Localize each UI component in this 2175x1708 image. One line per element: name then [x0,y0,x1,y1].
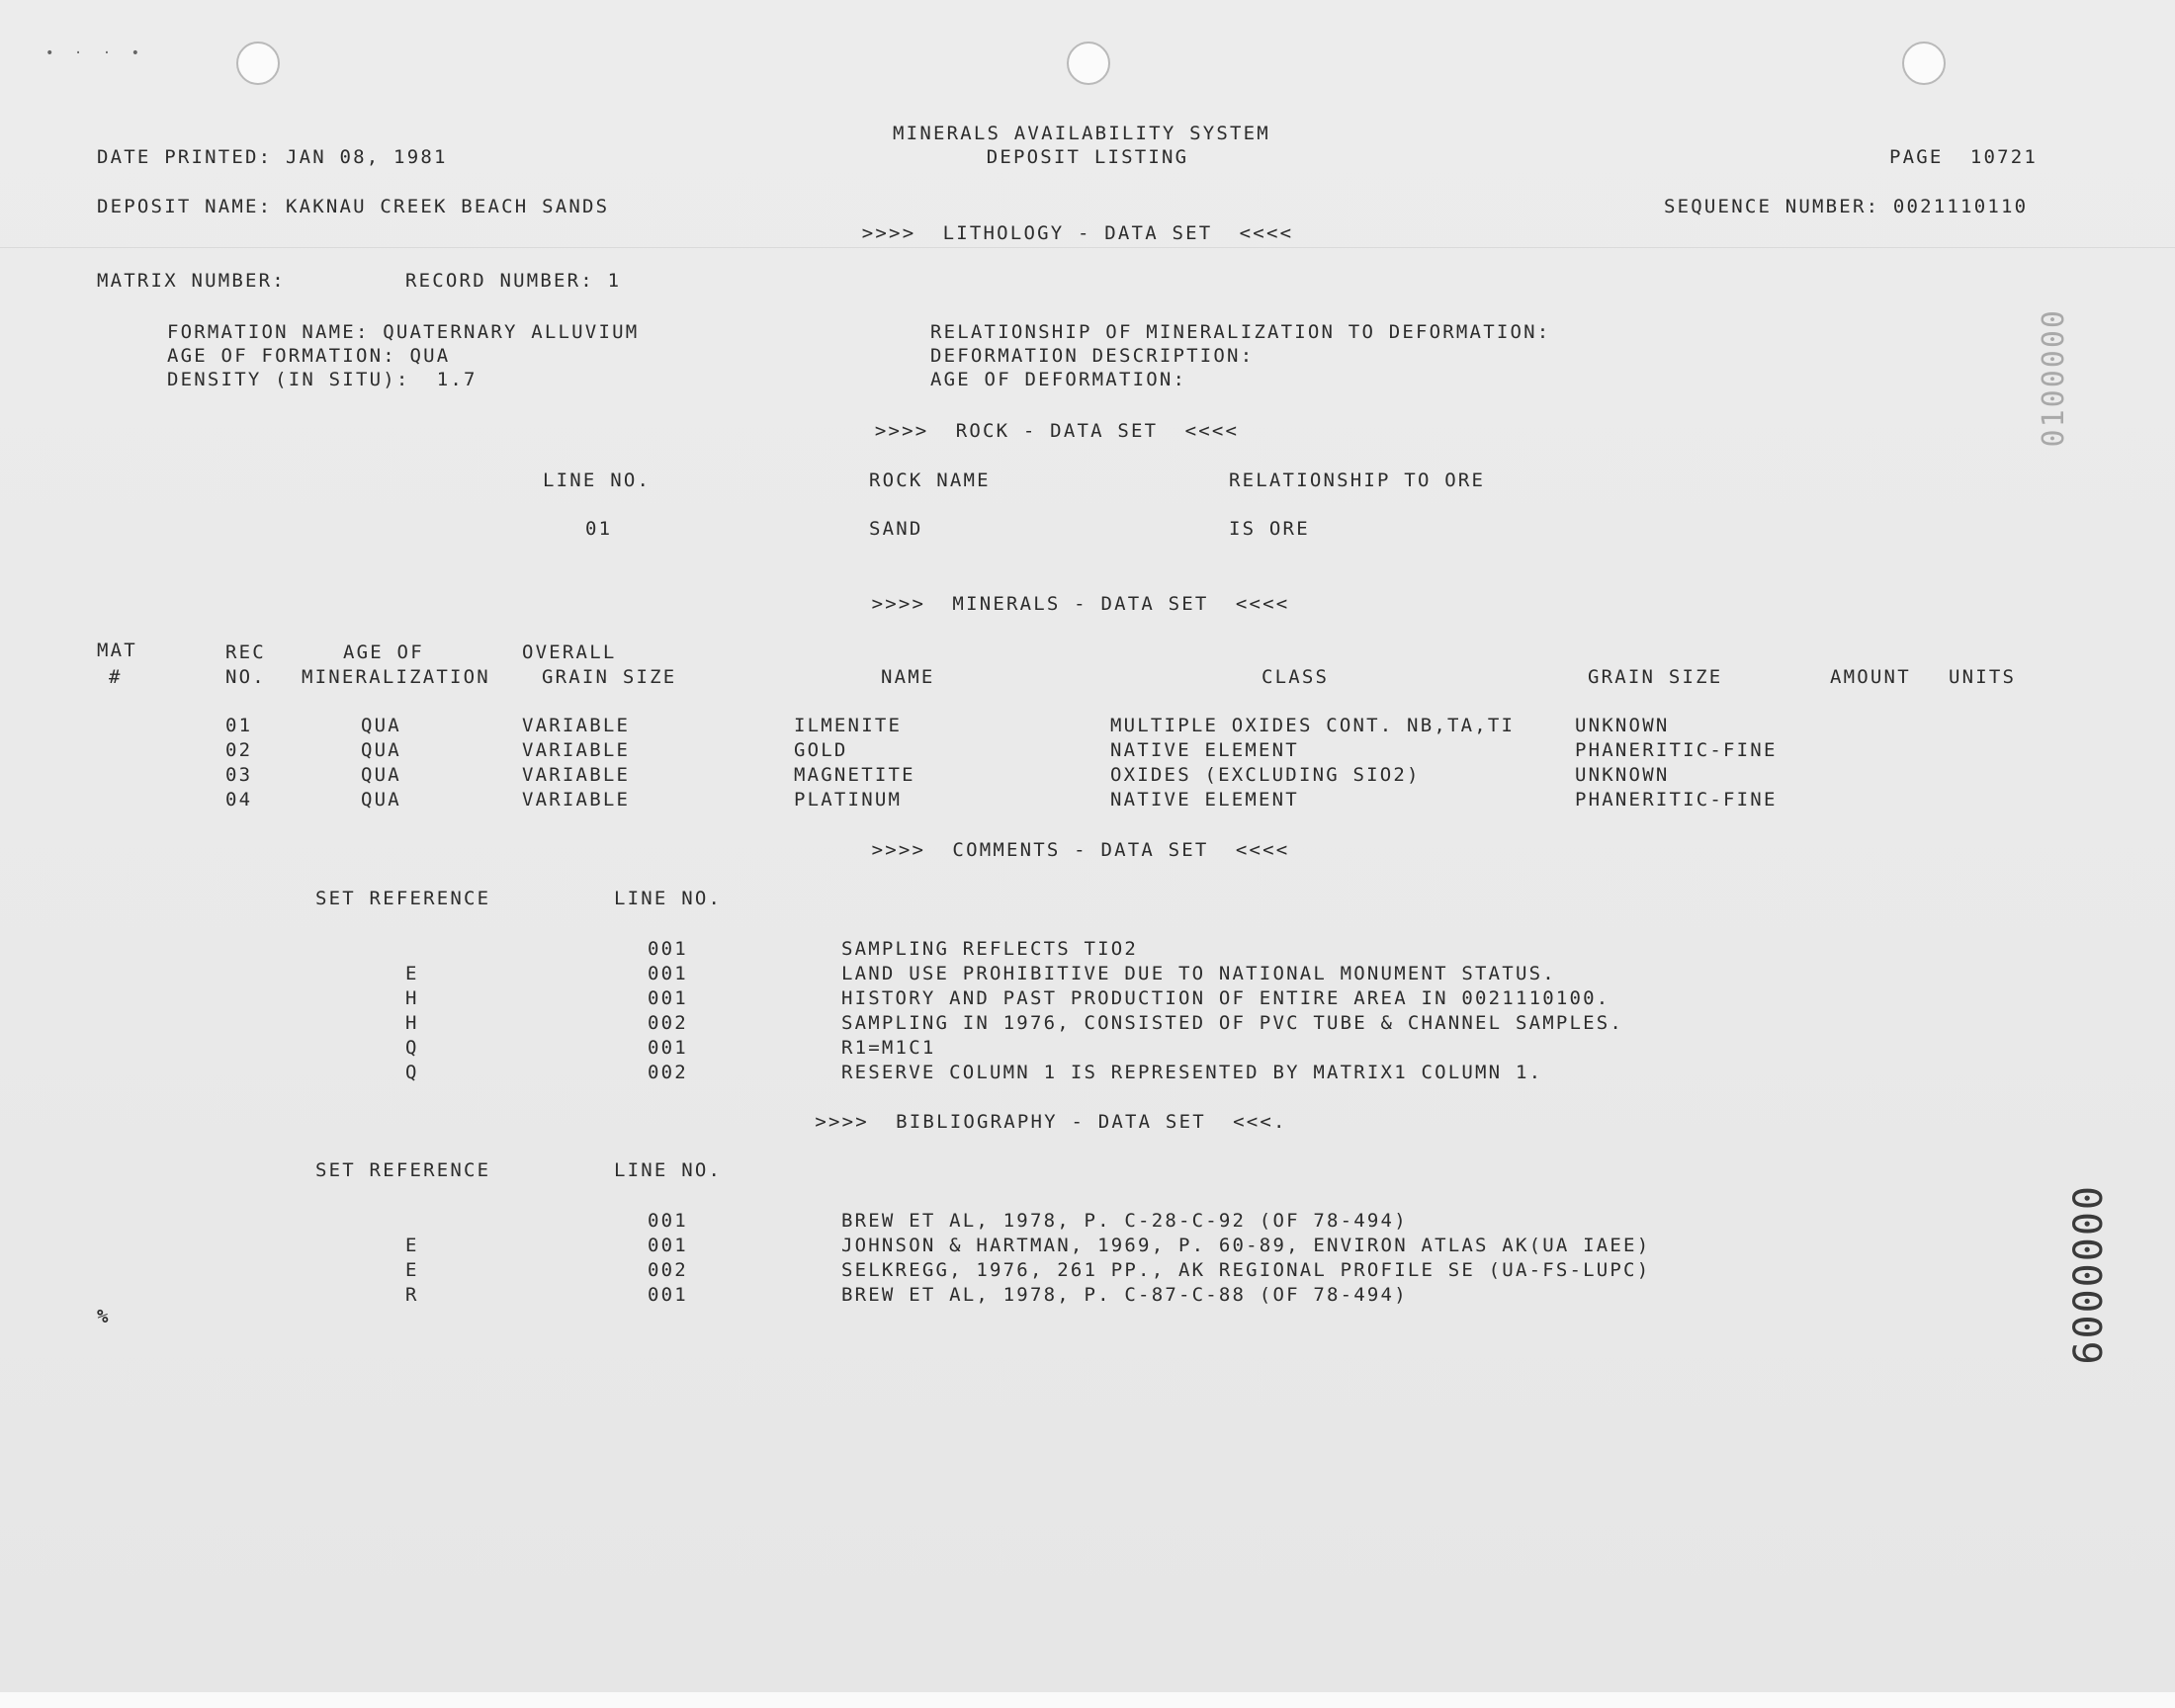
bibliography-line: 001 [648,1210,688,1232]
minerals-header-units: UNITS [1949,666,2017,688]
bibliography-line: 002 [648,1259,688,1281]
mineral-rec: 02 [225,739,253,761]
mineral-grain-size: UNKNOWN [1575,764,1670,786]
paper-specks: • · · • [45,45,146,61]
mineral-overall-grain: VARIABLE [522,789,631,811]
deposit-name: DEPOSIT NAME: KAKNAU CREEK BEACH SANDS [97,196,610,217]
record-number: RECORD NUMBER: 1 [405,270,622,292]
mineral-age: QUA [361,764,401,786]
bibliography-text: SELKREGG, 1976, 261 PP., AK REGIONAL PROFILE SE (UA-FS-LUPC) [841,1259,1651,1281]
comment-text: LAND USE PROHIBITIVE DUE TO NATIONAL MONUMENT STATUS. [841,963,1556,984]
minerals-header-rec: REC [225,641,266,663]
mineral-age: QUA [361,789,401,811]
comment-text: R1=M1C1 [841,1037,936,1059]
comment-line: 001 [648,938,688,960]
comment-ref: Q [405,1062,419,1083]
minerals-header-grain-size: GRAIN SIZE [1588,666,1723,688]
punch-hole-left [236,42,280,85]
mineral-class: NATIVE ELEMENT [1110,739,1299,761]
rock-banner: >>>> ROCK - DATA SET <<<< [874,420,1240,442]
comment-line: 001 [648,1037,688,1059]
comments-banner: >>>> COMMENTS - DATA SET <<<< [871,839,1290,861]
date-printed: DATE PRINTED: JAN 08, 1981 [97,146,448,168]
minerals-banner: >>>> MINERALS - DATA SET <<<< [871,593,1290,615]
rock-header-name: ROCK NAME [869,470,991,491]
mineral-rec: 04 [225,789,253,811]
sequence-number: SEQUENCE NUMBER: 0021110110 [1664,196,2029,217]
bibliography-banner: >>>> BIBLIOGRAPHY - DATA SET <<<. [815,1111,1287,1133]
comment-ref: E [405,963,419,984]
bibliography-header-line-no: LINE NO. [614,1159,723,1181]
formation-density: DENSITY (IN SITU): 1.7 [167,369,478,390]
bibliography-line: 001 [648,1284,688,1306]
mineral-class: OXIDES (EXCLUDING SIO2) [1110,764,1421,786]
rock-row-line: 01 [585,518,613,540]
mineral-grain-size: PHANERITIC-FINE [1575,739,1778,761]
mineral-name: PLATINUM [794,789,903,811]
page-number: PAGE 10721 [1889,146,2039,168]
rock-header-line-no: LINE NO. [543,470,652,491]
mineral-class: MULTIPLE OXIDES CONT. NB,TA,TI [1110,715,1516,736]
formation-age: AGE OF FORMATION: QUA [167,345,451,367]
frame-number-stamp-bottom: 6000000 [2066,1184,2112,1365]
lithology-banner: >>>> LITHOLOGY - DATA SET <<<< [861,222,1294,244]
report-subtitle: DEPOSIT LISTING [986,146,1189,168]
minerals-header-rec-no: NO. [225,666,266,688]
bibliography-line: 001 [648,1235,688,1256]
rock-row-name: SAND [869,518,923,540]
mineral-overall-grain: VARIABLE [522,764,631,786]
mineral-grain-size: UNKNOWN [1575,715,1670,736]
minerals-header-mat: MAT [97,640,137,661]
page-edge [0,1692,2175,1708]
comment-text: SAMPLING REFLECTS TIO2 [841,938,1139,960]
mineral-grain-size: PHANERITIC-FINE [1575,789,1778,811]
rock-header-relationship: RELATIONSHIP TO ORE [1229,470,1486,491]
mineral-name: ILMENITE [794,715,903,736]
comment-line: 001 [648,963,688,984]
frame-number-stamp-top: 0100000 [2037,308,2071,448]
bibliography-header-set-reference: SET REFERENCE [315,1159,491,1181]
comment-ref: H [405,1012,419,1034]
comment-ref: Q [405,1037,419,1059]
mineral-name: MAGNETITE [794,764,915,786]
system-title: MINERALS AVAILABILITY SYSTEM [893,123,1270,144]
comment-ref: H [405,987,419,1009]
bibliography-ref: E [405,1235,419,1256]
comment-text: HISTORY AND PAST PRODUCTION OF ENTIRE AREA IN 0021110100. [841,987,1610,1009]
minerals-header-mat-hash: # [109,666,123,688]
mineral-overall-grain: VARIABLE [522,715,631,736]
minerals-header-overall: OVERALL [522,641,617,663]
end-of-record-mark: % [97,1306,111,1327]
mineral-name: GOLD [794,739,848,761]
comments-header-set-reference: SET REFERENCE [315,888,491,909]
bibliography-ref: R [405,1284,419,1306]
deformation-age: AGE OF DEFORMATION: [930,369,1187,390]
mineral-rec: 03 [225,764,253,786]
bibliography-ref: E [405,1259,419,1281]
comments-header-line-no: LINE NO. [614,888,723,909]
mineral-age: QUA [361,715,401,736]
minerals-header-amount: AMOUNT [1830,666,1911,688]
punch-hole-right [1902,42,1946,85]
minerals-header-age-of: AGE OF [343,641,424,663]
matrix-number: MATRIX NUMBER: [97,270,286,292]
comment-text: RESERVE COLUMN 1 IS REPRESENTED BY MATRIX1 COLUMN 1. [841,1062,1543,1083]
fold-line [0,247,2175,248]
comment-line: 001 [648,987,688,1009]
minerals-header-overall-grain: GRAIN SIZE [542,666,677,688]
bibliography-text: BREW ET AL, 1978, P. C-28-C-92 (OF 78-494) [841,1210,1408,1232]
rock-row-relationship: IS ORE [1229,518,1310,540]
bibliography-text: JOHNSON & HARTMAN, 1969, P. 60-89, ENVIRON ATLAS AK(UA IAEE) [841,1235,1651,1256]
comment-text: SAMPLING IN 1976, CONSISTED OF PVC TUBE & CHANNEL SAMPLES. [841,1012,1624,1034]
comment-line: 002 [648,1012,688,1034]
formation-name: FORMATION NAME: QUATERNARY ALLUVIUM [167,321,640,343]
punch-hole-center [1067,42,1110,85]
bibliography-text: BREW ET AL, 1978, P. C-87-C-88 (OF 78-494) [841,1284,1408,1306]
minerals-header-class: CLASS [1262,666,1330,688]
mineral-overall-grain: VARIABLE [522,739,631,761]
minerals-header-mineralization: MINERALIZATION [302,666,490,688]
mineral-class: NATIVE ELEMENT [1110,789,1299,811]
deformation-description: DEFORMATION DESCRIPTION: [930,345,1255,367]
comment-line: 002 [648,1062,688,1083]
deformation-relationship: RELATIONSHIP OF MINERALIZATION TO DEFORMATION: [930,321,1551,343]
mineral-rec: 01 [225,715,253,736]
mineral-age: QUA [361,739,401,761]
minerals-header-name: NAME [881,666,935,688]
